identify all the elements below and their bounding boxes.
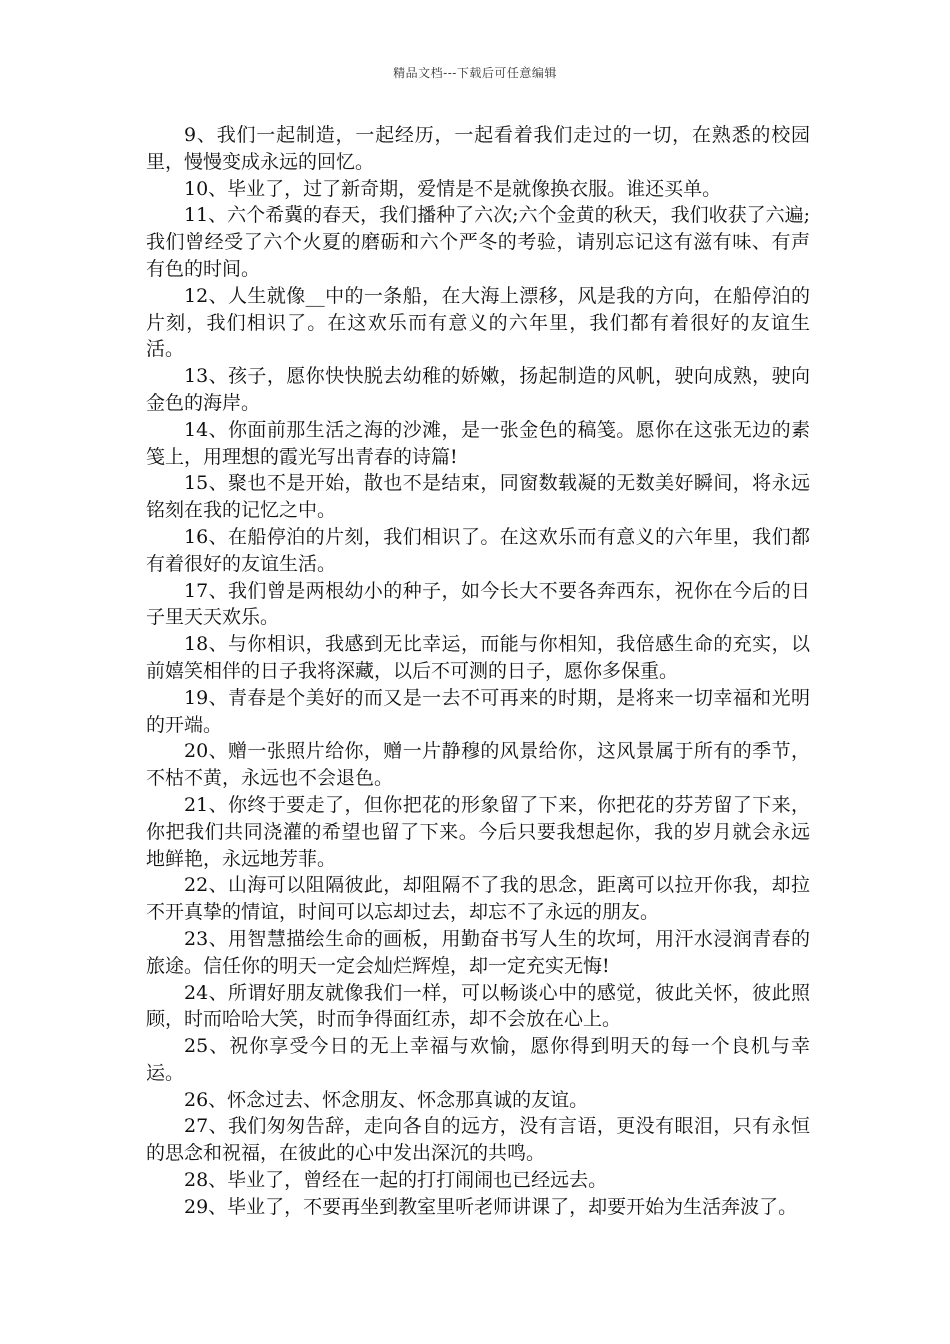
paragraph-15: 15、聚也不是开始，散也不是结束，同窗数载凝的无数美好瞬间，将永远铭刻在我的记忆之中。 (146, 472, 810, 522)
document-body (146, 122, 810, 1221)
paragraph-24: 24、所谓好朋友就像我们一样，可以畅谈心中的感觉，彼此关怀，彼此照顾，时而哈哈大笑，时而争得面红赤，却不会放在心上。 (146, 981, 810, 1031)
paragraph-11: 11、六个希冀的春天，我们播种了六次;六个金黄的秋天，我们收获了六遍;我们曾经受了六个火夏的磨砺和六个严冬的考验，请别忘记这有滋有味、有声有色的时间。 (146, 204, 810, 280)
paragraph-18: 18、与你相识，我感到无比幸运，而能与你相知，我倍感生命的充实，以前嬉笑相伴的日子我将深藏，以后不可测的日子，愿你多保重。 (146, 633, 810, 682)
paragraph-19: 19、青春是个美好的而又是一去不可再来的时期，是将来一切幸福和光明的开端。 (146, 686, 810, 736)
paragraph-29: 29、毕业了，不要再坐到教室里听老师讲课了，却要开始为生活奔波了。 (184, 1195, 798, 1218)
paragraph-14: 14、你面前那生活之海的沙滩，是一张金色的稿笺。愿你在这张无边的素笺上，用理想的霞光写出青春的诗篇! (146, 418, 810, 468)
paragraph-10: 10、毕业了，过了新奇期，爱情是不是就像换衣服。谁还买单。 (184, 177, 722, 200)
page-header: 精品文档---下载后可任意编辑 (393, 66, 557, 80)
paragraph-25: 25、祝你享受今日的无上幸福与欢愉，愿你得到明天的每一个良机与幸运。 (146, 1035, 810, 1084)
paragraph-17: 17、我们曾是两根幼小的种子，如今长大不要各奔西东，祝你在今后的日子里天天欢乐。 (146, 579, 810, 629)
paragraph-20: 20、赠一张照片给你，赠一片静穆的风景给你，这风景属于所有的季节，不枯不黄，永远也不会退色。 (146, 740, 810, 790)
paragraph-21: 21、你终于要走了，但你把花的形象留了下来，你把花的芬芳留了下来，你把我们共同浇灌的希望也留了下来。今后只要我想起你，我的岁月就会永远地鲜艳，永远地芳菲。 (146, 793, 810, 870)
paragraph-28: 28、毕业了，曾经在一起的打打闹闹也已经远去。 (184, 1169, 608, 1192)
paragraph-26: 26、怀念过去、怀念朋友、怀念那真诚的友谊。 (184, 1088, 589, 1111)
paragraph-23: 23、用智慧描绘生命的画板，用勤奋书写人生的坎坷，用汗水浸润青春的旅途。信任你的明天一定会灿烂辉煌，却一定充实无悔! (146, 927, 810, 977)
paragraph-22: 22、山海可以阻隔彼此，却阻隔不了我的思念，距离可以拉开你我，却拉不开真挚的情谊，时间可以忘却过去，却忘不了永远的朋友。 (146, 874, 810, 924)
paragraph-27: 27、我们匆匆告辞，走向各自的远方，没有言语，更没有眼泪，只有永恒的思念和祝福，在彼此的心中发出深沉的共鸣。 (146, 1115, 810, 1165)
paragraph-12: 12、人生就像__中的一条船，在大海上漂移，风是我的方向，在船停泊的片刻，我们相识了。在这欢乐而有意义的六年里，我们都有着很好的友谊生活。 (146, 284, 810, 361)
paragraph-13: 13、孩子，愿你快快脱去幼稚的娇嫩，扬起制造的风帆，驶向成熟，驶向金色的海岸。 (146, 365, 810, 414)
paragraph-16: 16、在船停泊的片刻，我们相识了。在这欢乐而有意义的六年里，我们都有着很好的友谊生活。 (146, 525, 810, 575)
paragraph-9: 9、我们一起制造，一起经历，一起看着我们走过的一切，在熟悉的校园里，慢慢变成永远的回忆。 (146, 124, 810, 173)
